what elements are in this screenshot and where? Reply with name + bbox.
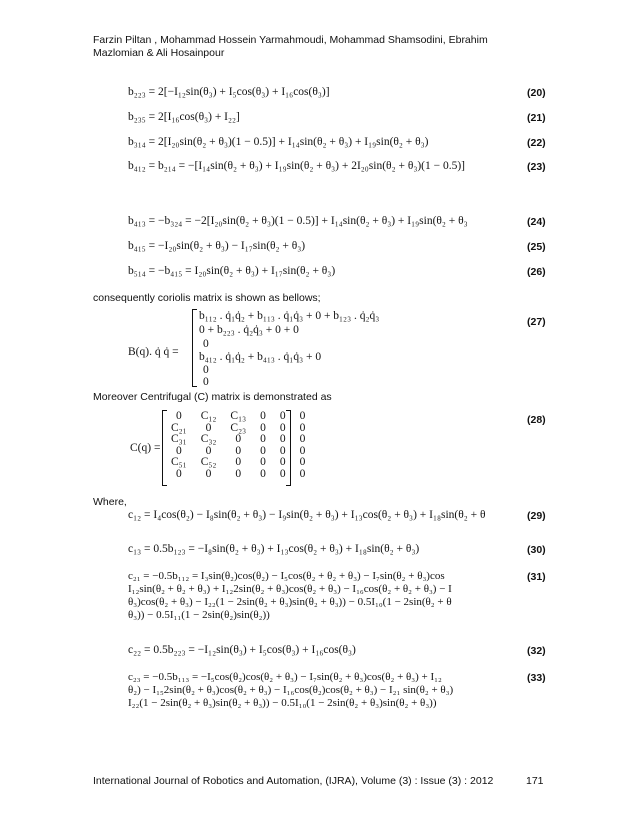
matrix-cell: 0	[260, 433, 266, 445]
equation-20: b₂₂₃ = 2[−I₁₂sin(θ₃) + I₅cos(θ₃) + I₁₆cos(θ₃)]	[128, 86, 330, 98]
matrix-cell: 0	[299, 410, 306, 422]
equation-number-21: (21)	[527, 112, 546, 124]
equation-number-22: (22)	[527, 137, 546, 149]
matrix-cell: C₃₁	[171, 433, 187, 445]
matrix-cell: 0	[205, 467, 212, 480]
equation-number-25: (25)	[527, 241, 546, 253]
matrix-row: 0	[203, 376, 209, 388]
matrix-cell: 0	[260, 444, 266, 457]
matrix-cell: 0	[299, 456, 306, 468]
matrix-cell: 0	[279, 410, 286, 422]
equation-28-lhs: C(q) =	[130, 442, 161, 454]
matrix-cell: C₂₃	[230, 421, 247, 434]
matrix-cell: C₃₂	[200, 433, 217, 445]
equation-number-24: (24)	[527, 216, 546, 228]
equation-line: θ₃)cos(θ₂ + θ₃) − I₂₂(1 − 2sin(θ₂ + θ₃)sin(θ₂ + θ₃)) − 0.5I₁₀(1 − 2sin(θ₂ + θ	[128, 596, 452, 608]
matrix-cell: 0	[205, 444, 212, 457]
paragraph-where: Where,	[93, 496, 127, 508]
matrix-cell: 0	[205, 421, 212, 434]
matrix-row: b₁₁₂ . q̇₁q̇₂ + b₁₁₃ . q̇₁q̇₃ + 0 + b₁₂₃ . q̇₂q̇₃	[199, 310, 380, 322]
matrix-cell: 0	[279, 444, 286, 457]
equation-24: b₄₁₃ = −b₃₂₄ = −2[I₂₀sin(θ₂ + θ₃)(1 − 0.5)] + I₁₄sin(θ₂ + θ₃) + I₁₉sin(θ₂ + θ₃	[128, 215, 468, 227]
equation-21: b₂₃₅ = 2[I₁₆cos(θ₃) + I₂₂]	[128, 111, 240, 123]
page-number: 171	[526, 775, 544, 787]
matrix-cell: 0	[279, 467, 286, 480]
matrix-cell: 0	[299, 444, 306, 457]
matrix-cell: 0	[299, 467, 306, 480]
matrix-cell: 0	[260, 421, 266, 434]
equation-26: b₅₁₄ = −b₄₁₅ = I₂₀sin(θ₂ + θ₃) + I₁₇sin(θ₂ + θ₃)	[128, 265, 336, 277]
matrix-cell: 0	[235, 433, 242, 445]
matrix-cell: 0	[235, 456, 242, 468]
matrix-cell: C₁₂	[200, 410, 217, 422]
matrix-row: 0	[203, 364, 209, 376]
equation-line: c₂₃ = −0.5b₁₁₃ = −I₅cos(θ₂)cos(θ₂ + θ₃) − I₇sin(θ₂ + θ₃)cos(θ₂ + θ₃) + I₁₂	[128, 671, 442, 683]
matrix-row: 0 + b₂₂₃ . q̇₂q̇₃ + 0 + 0	[199, 324, 299, 336]
equation-32: c₂₂ = 0.5b₂₂₃ = −I₁₂sin(θ₃) + I₅cos(θ₃) + I₁₆cos(θ₃)	[128, 644, 356, 656]
matrix-cell: C₅₁	[171, 456, 187, 468]
equation-line: θ₃)) − 0.5I₁₁(1 − 2sin(θ₂)sin(θ₂))	[128, 609, 270, 621]
matrix-cell: 0	[279, 433, 286, 445]
matrix-cell: C₅₂	[200, 456, 217, 468]
equation-30: c₁₃ = 0.5b₁₂₃ = −I₈sin(θ₂ + θ₃) + I₁₃cos(θ₂ + θ₃) + I₁₈sin(θ₂ + θ₃)	[128, 543, 420, 555]
equation-number-23: (23)	[527, 161, 546, 173]
equation-number-31: (31)	[527, 571, 546, 583]
matrix-cell: 0	[260, 456, 266, 468]
equation-number-33: (33)	[527, 672, 546, 684]
equation-line: I₁₂sin(θ₂ + θ₂ + θ₃) + I₁₂2sin(θ₂ + θ₃)cos(θ₂ + θ₃) − I₁₆cos(θ₂ + θ₂ + θ₃) − I	[128, 583, 452, 595]
equation-line: c₂₁ = −0.5b₁₁₂ = I₃sin(θ₂)cos(θ₂) − I₅cos(θ₂ + θ₂ + θ₃) − I₇sin(θ₂ + θ₃)cos	[128, 570, 445, 582]
equation-number-29: (29)	[527, 510, 546, 522]
equation-29: c₁₂ = I₄cos(θ₂) − I₈sin(θ₂ + θ₃) − I₉sin(θ₂ + θ₃) + I₁₃cos(θ₂ + θ₃) + I₁₈sin(θ₂ + θ	[128, 509, 486, 521]
equation-number-32: (32)	[527, 645, 546, 657]
equation-line: I₂₂(1 − 2sin(θ₂ + θ₃)sin(θ₂ + θ₃)) − 0.5I₁₀(1 − 2sin(θ₂ + θ₃)sin(θ₂ + θ₃))	[128, 697, 437, 709]
journal-footer: International Journal of Robotics and Automation, (IJRA), Volume (3) : Issue (3) : 2012	[93, 775, 494, 787]
matrix-left-bracket	[192, 309, 197, 387]
matrix-cell: 0	[235, 444, 242, 457]
matrix-cell: 0	[175, 467, 182, 480]
matrix-cell: 0	[175, 444, 182, 457]
paragraph-centrifugal: Moreover Centrifugal (C) matrix is demonstrated as	[93, 391, 332, 403]
matrix-cell: 0	[235, 467, 242, 480]
matrix-right-bracket	[286, 410, 291, 486]
equation-23: b₄₁₂ = b₂₁₄ = −[I₁₄sin(θ₂ + θ₃) + I₁₉sin(θ₂ + θ₃) + 2I₂₀sin(θ₂ + θ₃)(1 − 0.5)]	[128, 160, 466, 172]
matrix-cell: 0	[260, 467, 266, 480]
equation-number-30: (30)	[527, 544, 546, 556]
matrix-cell: 0	[260, 410, 266, 422]
page-header: Farzin Piltan , Mohammad Hossein Yarmahmoudi, Mohammad Shamsodini, Ebrahim Mazlomian & Ali Hosainpour	[93, 34, 488, 59]
matrix-row: b₄₁₂ . q̇₁q̇₂ + b₄₁₃ . q̇₁q̇₃ + 0	[199, 351, 322, 363]
matrix-cell: 0	[175, 410, 182, 422]
matrix-cell: 0	[299, 421, 306, 434]
equation-line: θ₂) − I₁₅2sin(θ₂ + θ₃)cos(θ₂ + θ₃) − I₁₆cos(θ₂)cos(θ₂ + θ₃) − I₂₁ sin(θ₂ + θ₃)	[128, 684, 454, 696]
equation-33	[128, 671, 508, 710]
equation-number-20: (20)	[527, 87, 546, 99]
equation-number-28: (28)	[527, 414, 546, 426]
paragraph-coriolis: consequently coriolis matrix is shown as bellows;	[93, 292, 321, 304]
matrix-cell: C₂₁	[171, 421, 187, 434]
equation-number-27: (27)	[527, 316, 546, 328]
matrix-row: 0	[203, 338, 209, 350]
matrix-cell: 0	[279, 456, 286, 468]
matrix-cell: C₁₃	[230, 410, 247, 422]
equation-27-lhs: B(q). q̇ q̇ =	[128, 346, 179, 358]
equation-25: b₄₁₅ = −I₂₀sin(θ₂ + θ₃) − I₁₇sin(θ₂ + θ₃)	[128, 240, 306, 252]
matrix-cell: 0	[279, 421, 286, 434]
equation-31	[128, 570, 508, 622]
matrix-cell: 0	[299, 433, 306, 445]
equation-22: b₃₁₄ = 2[I₂₀sin(θ₂ + θ₃)(1 − 0.5)] + I₁₄sin(θ₂ + θ₃) + I₁₉sin(θ₂ + θ₃)	[128, 136, 429, 148]
equation-number-26: (26)	[527, 266, 546, 278]
